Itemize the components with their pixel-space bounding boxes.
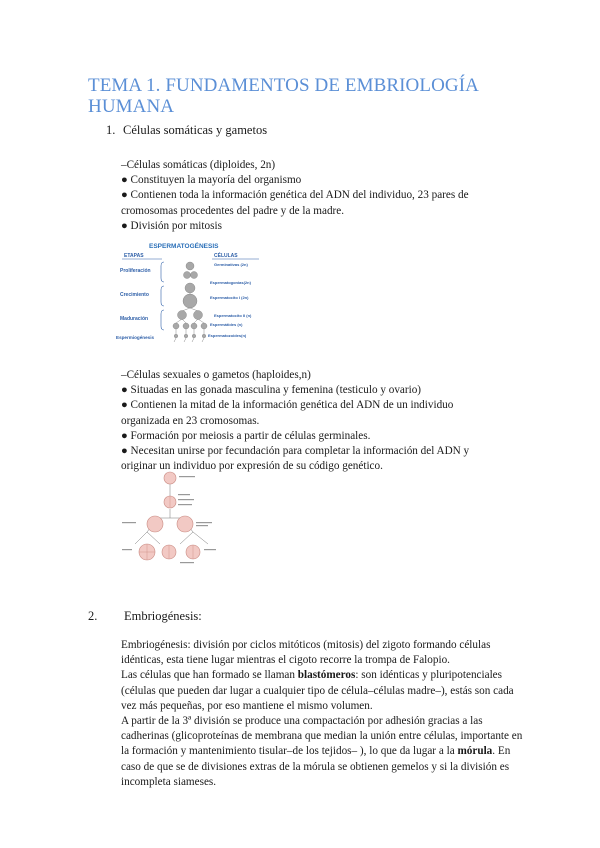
cell-label: Espermátides (n) xyxy=(210,322,243,327)
stage-label: Proliferación xyxy=(120,268,151,274)
spermatogenesis-diagram xyxy=(114,238,274,346)
somatic-intro: –Células somáticas (diploides, 2n) xyxy=(121,159,276,171)
term-blastomeros: blastómeros xyxy=(297,669,356,682)
sexual-block xyxy=(121,368,501,474)
somatic-bullet: ● Contienen toda la información genética del ADN del individuo, 23 pares de cromosomas procedentes del padre y de la madre. xyxy=(121,189,469,217)
stage-label: Espermiogénesis xyxy=(116,335,155,340)
somatic-bullet: ● División por mitosis xyxy=(121,219,222,232)
diagram-col-cells: CÉLULAS xyxy=(214,253,238,259)
cell-label: Espermatocito I (2n) xyxy=(210,295,249,300)
cell-tree xyxy=(173,262,207,338)
sexual-bullet: ● Contienen la mitad de la información genética del ADN de un individuo organizada en 23 cromosomas. xyxy=(121,399,454,427)
cleavage-diagram xyxy=(120,470,220,570)
section-2-heading: Embriogénesis: xyxy=(124,609,202,623)
section-2-number: 2. xyxy=(88,609,98,623)
embryo-block xyxy=(121,638,526,790)
cell-label: Espermatozoides(n) xyxy=(208,333,247,338)
cell-label: Germinativas (2n) xyxy=(214,262,248,267)
cleavage-cells xyxy=(139,472,200,560)
embryo-paragraph-3: A partir de la 3ª división se produce una compactación por adhesión gracias a las cadherinas (glicoproteínas de membrana que median la unión entre células, importante en la formación y mantenimiento tisular–de los tejidos– ), lo que da lugar a la mórula. En caso de que se de divisiones extras de la mórula se obtienen gemelos y si la división es incompleta siameses. xyxy=(121,715,523,788)
cell-label: Espermatogonias(2n) xyxy=(210,280,251,285)
sexual-intro: –Células sexuales o gametos (haploides,n) xyxy=(121,369,311,381)
page-title: TEMA 1. FUNDAMENTOS DE EMBRIOLOGÍA HUMANA xyxy=(88,75,478,117)
stage-label: Maduración xyxy=(120,316,149,322)
embryo-paragraph-2: Las células que han formado se llaman blastómeros: son idénticas y pluripotenciales (células que pueden dar lugar a cualquier tipo de célula–células madre–), estás son cada vez más pequeñas, por eso mantiene el mismo volumen. xyxy=(121,669,514,712)
term-morula: mórula xyxy=(457,745,493,758)
diagram-title: ESPERMATOGÉNESIS xyxy=(149,243,219,250)
sexual-bullet: ● Situadas en las gonada masculina y femenina (testiculo y ovario) xyxy=(121,384,422,397)
somatic-block xyxy=(121,158,521,234)
section-1-number: 1. xyxy=(106,123,116,137)
embryo-paragraph-1: Embriogénesis: división por ciclos mitóticos (mitosis) del zigoto formando células idénticas, esta tiene lugar mientras el cigoto recorre la trompa de Falopio. xyxy=(121,639,491,667)
sexual-bullet: ● Necesitan unirse por fecundación para completar la información del ADN y originar un individuo por expresión de su código genético. xyxy=(121,445,470,473)
sexual-bullet: ● Formación por meiosis a partir de células germinales. xyxy=(121,429,371,442)
stage-label: Crecimiento xyxy=(120,292,149,298)
somatic-bullet: ● Constituyen la mayoría del organismo xyxy=(121,174,302,187)
section-1-heading: Células somáticas y gametos xyxy=(123,123,268,137)
cell-label: Espermatocito II (n) xyxy=(214,313,252,318)
diagram-col-stages: ETAPAS xyxy=(124,253,144,259)
